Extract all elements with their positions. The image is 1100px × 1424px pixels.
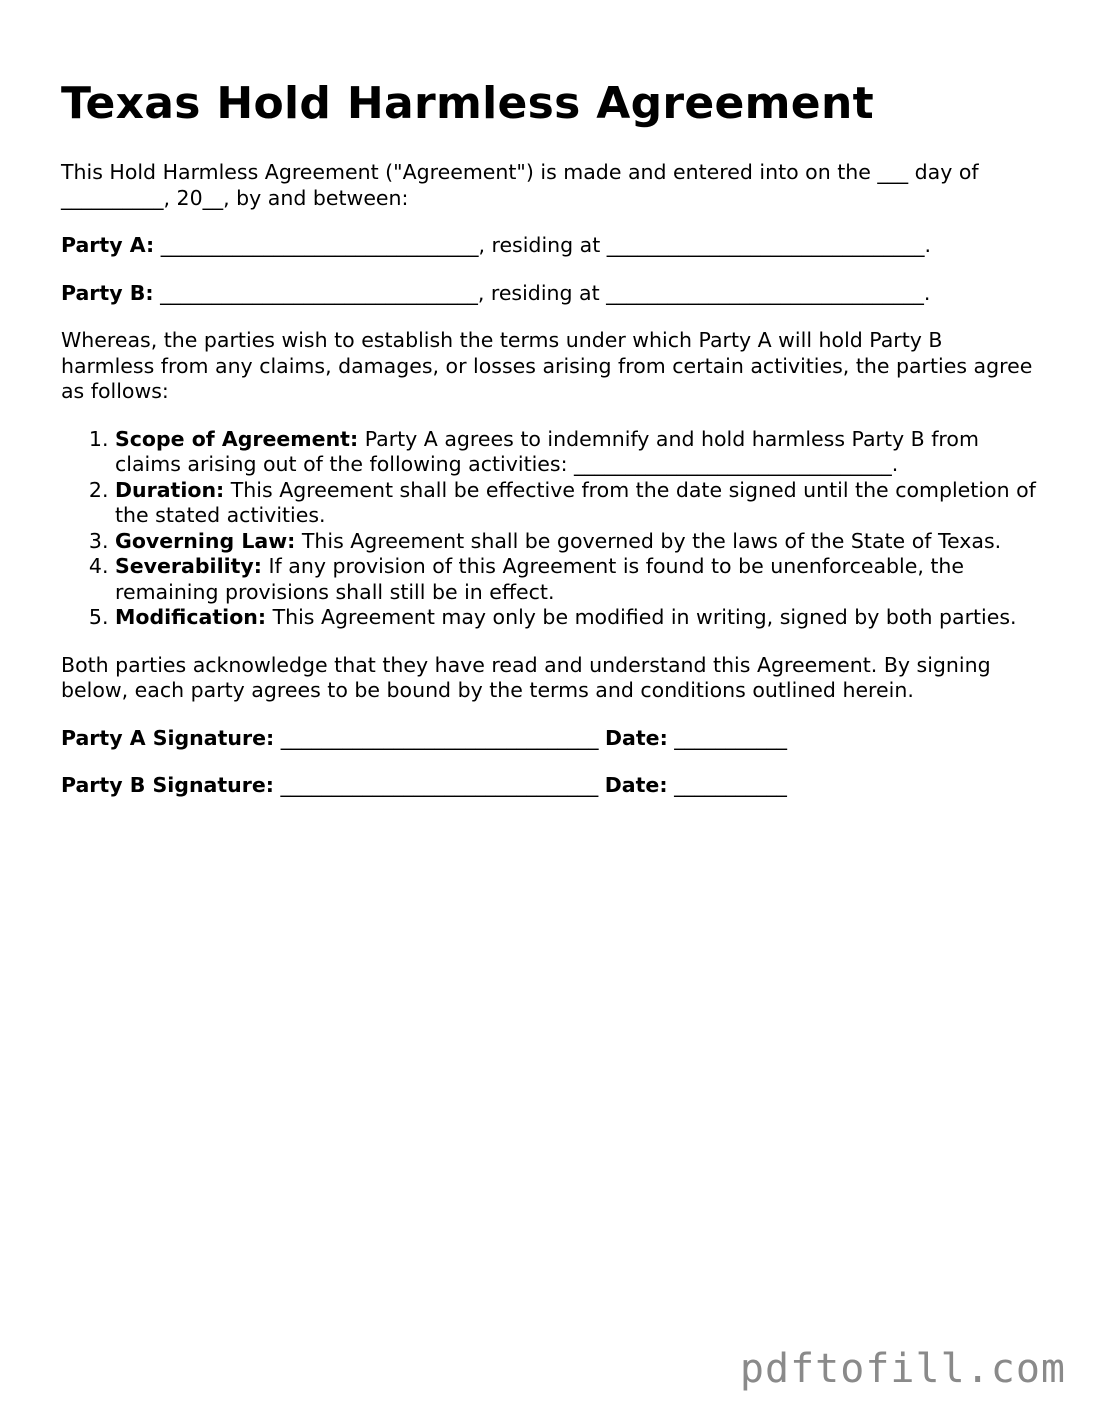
clause-text: This Agreement shall be effective from the date signed until the completion of the stated activities.: [115, 477, 1036, 527]
clause-label: Governing Law:: [115, 528, 296, 553]
signature-field[interactable]: _______________________________: [274, 725, 606, 750]
party-a-label: Party A:: [61, 233, 155, 257]
clause-text: Party A agrees to indemnify and hold harmless Party B from claims arising out of the following activities: _______________________________.: [115, 426, 979, 476]
clause-text: This Agreement shall be governed by the laws of the State of Texas.: [295, 528, 1002, 553]
signature-field[interactable]: _______________________________: [273, 773, 605, 797]
clause-item: [115, 478, 1041, 529]
date-label: Date:: [604, 773, 668, 797]
date-field[interactable]: ___________: [667, 725, 788, 750]
clause-list: [61, 427, 1041, 631]
clause-item: [115, 554, 1041, 605]
clause-item: [115, 529, 1041, 555]
clause-label: Modification:: [115, 605, 267, 629]
intro-paragraph: This Hold Harmless Agreement ("Agreement") is made and entered into on the ___ day of __________, 20__, by and between:: [61, 160, 979, 210]
clause-item: [115, 427, 1041, 478]
clause-label: Duration:: [115, 477, 225, 502]
date-field[interactable]: ___________: [667, 773, 787, 797]
party-b-fields[interactable]: _______________________________, residing at _______________________________.: [153, 280, 931, 305]
clause-text: This Agreement may only be modified in writing, signed by both parties.: [266, 605, 1017, 629]
clause-label: Scope of Agreement:: [115, 426, 359, 451]
party-b-signature-line: [61, 773, 1041, 799]
clause-label: Severability:: [115, 554, 262, 578]
signature-label: Party B Signature:: [61, 773, 274, 797]
acknowledgment-paragraph: Both parties acknowledge that they have read and understand this Agreement. By signing below, each party agrees to be bound by the terms and conditions outlined herein.: [61, 652, 991, 702]
document-page: [61, 78, 1041, 821]
watermark: pdftofill.com: [739, 1346, 1066, 1392]
party-a-fields[interactable]: _______________________________, residing at _______________________________.: [154, 233, 932, 257]
clause-text: If any provision of this Agreement is found to be unenforceable, the remaining provisions shall still be in effect.: [115, 554, 965, 604]
clause-item: [115, 605, 1041, 631]
document-title: Texas Hold Harmless Agreement: [61, 78, 874, 129]
party-a-signature-line: [61, 726, 1041, 752]
date-label: Date:: [605, 725, 668, 750]
party-b-line: [61, 281, 1041, 307]
party-a-line: [61, 233, 1041, 259]
whereas-paragraph: Whereas, the parties wish to establish the terms under which Party A will hold Party B harmless from any claims, damages, or losses arising from certain activities, the parties agree as follows:: [61, 328, 1033, 403]
signature-label: Party A Signature:: [61, 725, 275, 750]
party-b-label: Party B:: [61, 280, 154, 305]
